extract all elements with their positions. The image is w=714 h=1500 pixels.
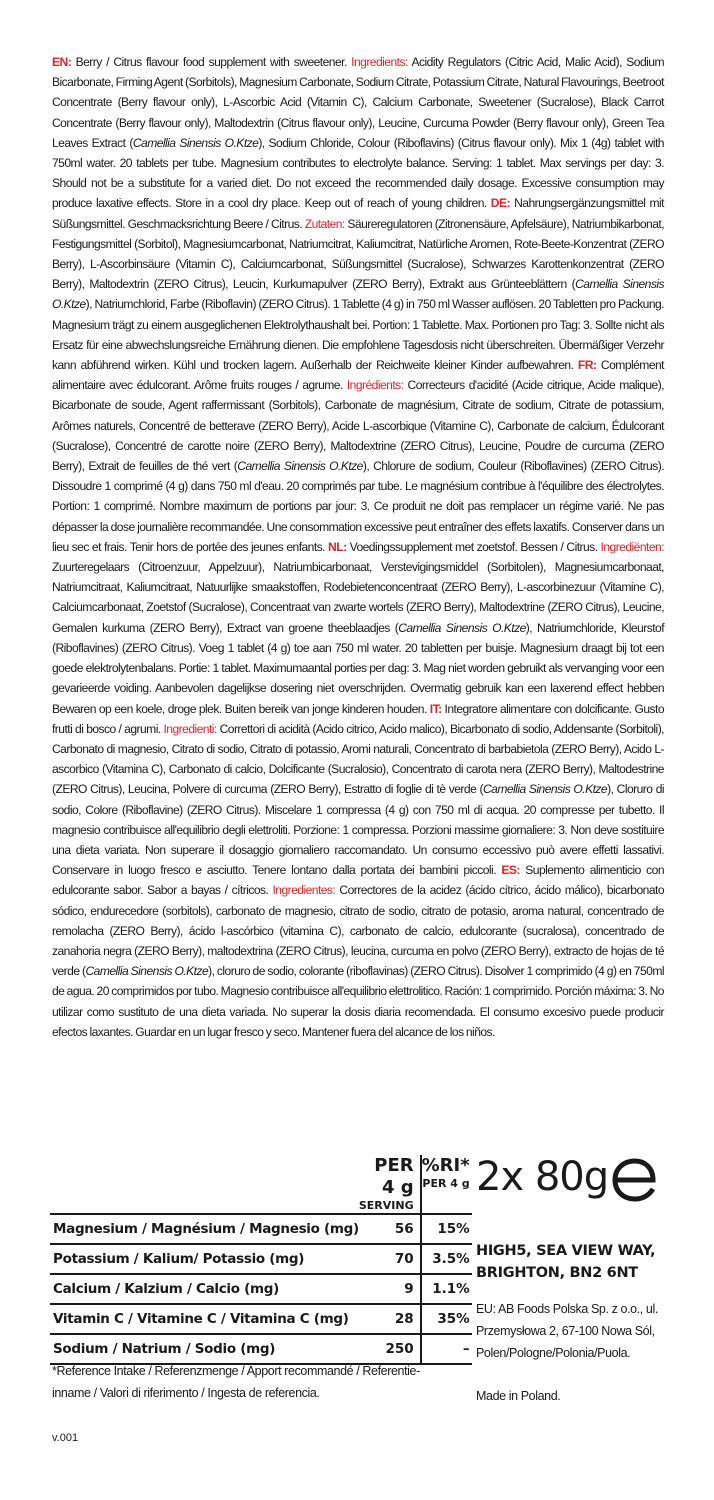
en-ingredients-label: Ingredients: bbox=[351, 55, 408, 69]
nutrient-name: Vitamin C / Vitamine C / Vitamina C (mg) bbox=[50, 1304, 359, 1334]
nutrition-header-ri bbox=[421, 1155, 472, 1214]
header-per-4g: PER 4 g bbox=[374, 1155, 414, 1198]
nutrient-value: 250 bbox=[359, 1334, 421, 1364]
address-line-1: HIGH5, SEA VIEW WAY, bbox=[476, 1243, 656, 1259]
en-scientific-name: Camellia Sinensis O.Ktze bbox=[132, 135, 259, 150]
nutrition-row-potassium bbox=[50, 1244, 472, 1274]
es-text-2: Correctores de la acidez (ácido cítrico, ácido málico), bicarbonato sódico, endurecedore (sorbitols), carbonato de magnesio, citrato de sodio, citrato de potasio, aroma natural, concentrado de remolacha (ZERO Berry), ácido l-ascórbico (vitamina C), carbonato de calcio, edulcorante (sucralosa), concentrado de zanahoria negra (ZERO Berry), maltodextrina (ZERO Citrus), leucina, curcuma en polvo (ZERO Berry), extracto de hojas de té verde ( bbox=[52, 883, 664, 979]
es-text-1: Suplemento alimenticio con edulcorante sabor. Sabor a bayas / cítricos. bbox=[52, 863, 665, 898]
nutrient-value: 28 bbox=[359, 1304, 421, 1334]
it-text-1: Integratore alimentare con dolcificante. Gusto frutti di bosco / agrumi. bbox=[52, 701, 664, 736]
de-text-1: Nahrungsergänzungsmittel mit Süßungsmittel. Geschmacksrichtung Beere / Citrus. bbox=[52, 196, 664, 231]
it-ingredients-label: Ingredienti: bbox=[163, 721, 217, 736]
de-text-3: ), Natriumchlorid, Farbe (Riboflavin) (ZERO Citrus). 1 Tablette (4 g) in 750 ml Wasser auflösen. 20 Tabletten pro Packung. Magnesium trägt zu einem ausgeglichenen Elektrolythaushalt bei. Portion: 1 Tablette. Max. Portionen pro Tag: 3. Sollte nicht als Ersatz für eine abwechslungsreiche Ernährung dienen. Die empfohlene Tagesdosis nicht überschreiten. Übermäßiger Verzehr kann abführend wirken. Kühl und trocken lagern. Außerhalb der Reichweite kleiner Kinder aufbewahren. bbox=[52, 297, 664, 373]
estimated-sign-icon bbox=[610, 1156, 662, 1204]
fr-ingredients-label: Ingrédients: bbox=[346, 378, 404, 393]
nutrition-header-row bbox=[50, 1155, 472, 1214]
en-text-2: Acidity Regulators (Citric Acid, Malic Acid), Sodium Bicarbonate, Firming Agent (Sorbitols), Magnesium Carbonate, Sodium Citrate, Potassium Citrate, Natural Flavourings, Beetroot Concentrate (Berry flavour only), L-Ascorbic Acid (Vitamin C), Calcium Carbonate, Sweetener (Sucralose), Black Carrot Concentrate (Berry flavour only), Maltodextrin (Citrus flavour only), Leucine, Curcuma Powder (Berry flavour only), Green Tea Leaves Extract ( bbox=[52, 55, 664, 150]
nl-ingredients-label: Ingrediënten: bbox=[600, 539, 664, 554]
lang-code-fr: FR: bbox=[577, 358, 597, 373]
nl-text-2: Zuurteregelaars (Citroenzuur, Appelzuur), Natriumbicarbonaat, Verstevigingsmiddel (Sorbitolen), Magnesiumcarbonaat, Natriumcitraat, Kaliumcitraat, Natuurlijke smaakstoffen, Rodebietenconcentraat (ZERO Berry), L-ascorbinezuur (Vitamine C), Calciumcarbonaat, Zoetstof (Sucralose), Concentraat van zwarte wortels (ZERO Berry), Maltodextrine (ZERO Citrus), Leucine, Gemalen kurkuma (ZERO Berry), Extract van groene theeblaadjes ( bbox=[52, 560, 664, 635]
nutrient-ri: 3.5% bbox=[421, 1244, 472, 1274]
it-scientific-name: Camellia Sinensis O.Ktze bbox=[482, 782, 608, 797]
nutrient-name: Potassium / Kalium/ Potassio (mg) bbox=[50, 1244, 359, 1274]
fr-scientific-name: Camellia Sinensis O.Ktze bbox=[237, 459, 363, 474]
address-line-2: BRIGHTON, BN2 6NT bbox=[476, 1265, 638, 1281]
nutrient-value: 70 bbox=[359, 1244, 421, 1274]
manufacturer-address bbox=[476, 1240, 655, 1284]
nutrition-header-blank bbox=[50, 1155, 359, 1214]
es-ingredients-label: Ingredientes: bbox=[272, 883, 336, 898]
nutrient-ri: 1.1% bbox=[421, 1274, 472, 1304]
reference-intake-footnote: *Reference Intake / Referenzmenge / Apport recommandé / Referentie-inname / Valori di riferimento / Ingesta de referencia. bbox=[52, 1364, 420, 1400]
en-text-1: Berry / Citrus flavour food supplement with sweetener. bbox=[71, 55, 352, 69]
fr-text-1: Complément alimentaire avec édulcorant. Arôme fruits rouges / agrume. bbox=[52, 358, 664, 393]
lang-code-nl: NL: bbox=[328, 539, 347, 554]
lang-code-en: EN: bbox=[52, 55, 72, 69]
nutrition-row-calcium bbox=[50, 1274, 472, 1304]
nutrition-header-per bbox=[359, 1155, 421, 1214]
ingredients-paragraph bbox=[52, 52, 664, 1042]
header-ri: %RI* bbox=[421, 1155, 470, 1176]
lang-code-de: DE: bbox=[490, 196, 510, 211]
net-quantity: 2x 80g bbox=[476, 1154, 609, 1200]
nl-text-3: ), Natriumchloride, Kleurstof (Riboflavines) (ZERO Citrus). Voeg 1 tablet (4 g) toe aan 750 ml water. 20 tabletten per buisje. Magnesium draagt bij tot een goede elektrolytenbalans. Portie: 1 tablet. Maximumaantal porties per dag: 3. Mag niet worden gebruikt als vervanging voor een gevarieerde voiding. Aanbevolen dagelijkse dosering niet overschrijden. Overmatig gebruik kan een laxerend effect hebben Bewaren op een koele, droge plek. Buiten bereik van jonge kinderen houden. bbox=[52, 620, 664, 716]
fr-text-3: ), Chlorure de sodium, Couleur (Riboflavines) (ZERO Citrus). Dissoudre 1 comprimé (4 g) dans 750 ml d'eau. 20 comprimés par tube. Le magnésium contribue à l'équilibre des électrolytes. Portion: 1 comprimé. Nombre maximum de portions par jour: 3. Ce produit ne doit pas remplacer un régime varié. Ne pas dépasser la dose journalière recommandée. Une consommation excessive peut entraîner des effets laxatifs. Conserver dans un lieu sec et frais. Tenir hors de portée des jeunes enfants. bbox=[52, 459, 665, 554]
nutrient-ri: 35% bbox=[421, 1304, 472, 1334]
header-ri-sub: PER 4 g bbox=[422, 1177, 470, 1190]
lang-code-es: ES: bbox=[501, 863, 520, 878]
nutrition-table bbox=[50, 1155, 472, 1365]
nutrient-value: 56 bbox=[359, 1214, 421, 1244]
nutrient-name: Magnesium / Magnésium / Magnesio (mg) bbox=[50, 1214, 359, 1244]
de-scientific-name: Camellia Sinensis O.Ktze bbox=[52, 277, 664, 312]
nutrient-ri: – bbox=[421, 1334, 472, 1364]
de-text-2: Säureregulatoren (Zitronensäure, Apfelsäure), Natriumbikarbonat, Festigungsmittel (Sorbitol), Magnesiumcarbonat, Natriumcitrat, Kaliumcitrat, Natürliche Aromen, Rote-Beete-Konzentrat (ZERO Berry), L-Ascorbinsäure (Vitamin C), Calciumcarbonat, Süßungsmittel (Sucralose), Schwarzes Karottenkonzentrat (ZERO Berry), Maltodextrin (ZERO Citrus), Leucin, Kurkumapulver (ZERO Berry), Extrakt aus Grünteeblättern ( bbox=[52, 216, 665, 292]
nutrient-name: Sodium / Natrium / Sodio (mg) bbox=[50, 1334, 359, 1364]
it-text-3: ), Cloruro di sodio, Colore (Riboflavine) (ZERO Citrus). Miscelare 1 compressa (4 g) con 750 ml di acqua. 20 compresse per tubetto. Il magnesio contribuisce all'equilibrio degli elettroliti. Porzione: 1 compressa. Porzioni massime giornaliere: 3. Non deve sostituire una dieta variata. Non superare il dosaggio giornaliero raccomandato. Un consumo eccessivo può avere effetti lassativi. Conservare in luogo fresco e asciutto. Tenere lontano dalla portata dei bambini piccoli. bbox=[52, 782, 665, 878]
lang-code-it: IT: bbox=[429, 701, 442, 716]
nl-text-1: Voedingssupplement met zoetstof. Bessen / Citrus. bbox=[346, 539, 601, 554]
version-label: v.001 bbox=[52, 1432, 79, 1444]
de-ingredients-label: Zutaten: bbox=[304, 216, 345, 231]
made-in-label: Made in Poland. bbox=[476, 1389, 561, 1403]
nl-scientific-name: Camellia Sinensis O.Ktze bbox=[398, 620, 526, 635]
eu-importer-address: EU: AB Foods Polska Sp. z o.o., ul. Przemysłowa 2, 67-100 Nowa Sól, Polen/Pologne/Polonia/Puola. bbox=[476, 1302, 658, 1360]
es-scientific-name: Camellia Sinensis O.Ktze bbox=[85, 964, 209, 979]
nutrient-value: 9 bbox=[359, 1274, 421, 1304]
fr-text-2: Correcteurs d'acidité (Acide citrique, Acide malique), Bicarbonate de soude, Agent raffermissant (Sorbitols), Carbonate de magnésium, Citrate de sodium, Citrate de potassium, Arômes naturels, Concentré de betterave (ZERO Berry), Acide L-ascorbique (Vitamine C), Carbonate de calcium, Édulcorant (Sucralose), Concentré de carotte noire (ZERO Berry), Maltodextrine (ZERO Citrus), Leucine, Poudre de curcuma (ZERO Berry), Extrait de feuilles de thé vert ( bbox=[52, 378, 664, 474]
nutrient-name: Calcium / Kalzium / Calcio (mg) bbox=[50, 1274, 359, 1304]
header-serving: SERVING bbox=[358, 1199, 414, 1212]
es-text-3: ), cloruro de sodio, colorante (riboflavinas) (ZERO Citrus). Disolver 1 comprimido (4 g) en 750ml de agua. 20 comprimidos por tubo. Magnesio contribuisce all'equilibrio elettrolitico. Ración: 1 comprimido. Porción máxima: 3. No utilizar como sustituto de una dieta variada. No superar la dosis diaria recomendada. El consumo excesivo puede producir efectos laxantes. Guardar en un lugar fresco y seco. Mantener fuera del alcance de los niños. bbox=[52, 964, 664, 1039]
en-text-3: ), Sodium Chloride, Colour (Riboflavins) (Citrus flavour only). Mix 1 (4g) tablet with 750ml water. 20 tablets per tube. Magnesium contributes to electrolyte balance. Serving: 1 tablet. Max servings per day: 3. Should not be a substitute for a varied diet. Do not exceed the recommended daily dosage. Excessive consumption may produce laxative effects. Store in a cool dry place. Keep out of reach of young children. bbox=[52, 135, 664, 211]
nutrient-ri: 15% bbox=[421, 1214, 472, 1244]
it-text-2: Correttori di acidità (Acido citrico, Acido malico), Bicarbonato di sodio, Addensante (Sorbitoli), Carbonato di magnesio, Citrato di sodio, Citrato di potassio, Aromi naturali, Concentrato di barbabietola (ZERO Berry), Acido L-ascorbico (Vitamina C), Carbonato di calcio, Dolcificante (Sucralosio), Concentrato di carota nera (ZERO Berry), Maltodestrine (ZERO Citrus), Leucina, Polvere di curcuma (ZERO Berry), Estratto di foglie di tè verde ( bbox=[52, 721, 664, 797]
nutrition-row-magnesium bbox=[50, 1214, 472, 1244]
nutrition-row-vitamin-c bbox=[50, 1304, 472, 1334]
